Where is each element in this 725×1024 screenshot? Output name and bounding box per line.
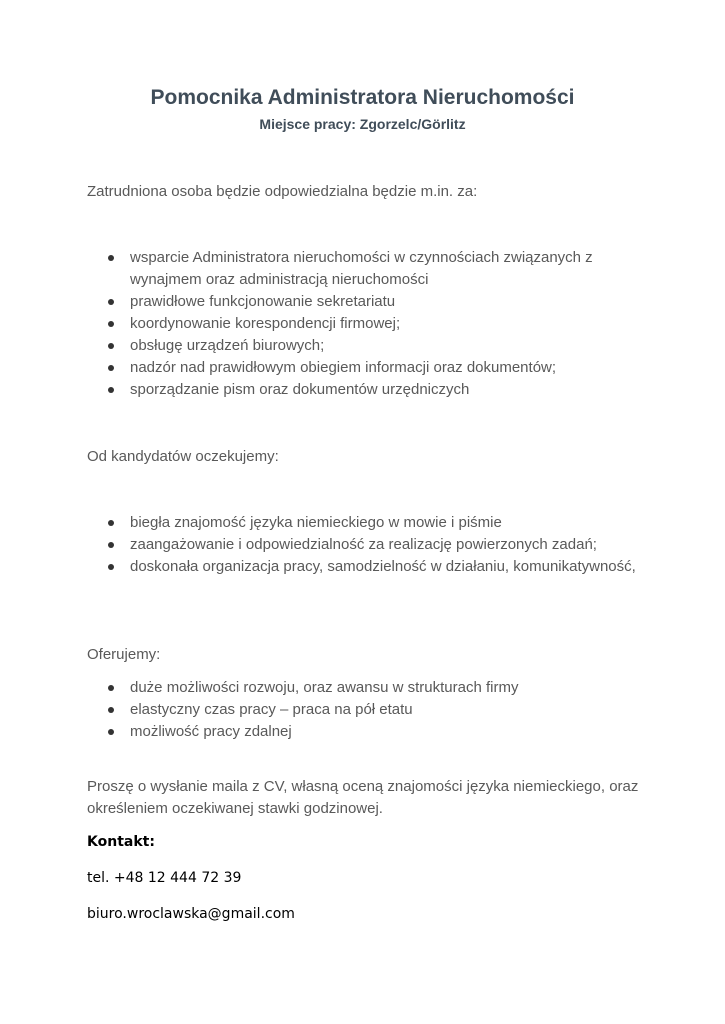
list-item: koordynowanie korespondencji firmowej; bbox=[87, 313, 647, 335]
application-instructions: Proszę o wysłanie maila z CV, własną oceną znajomości języka niemieckiego, oraz określeniem oczekiwanej stawki godzinowej. bbox=[87, 778, 639, 817]
bullet-icon bbox=[108, 365, 114, 371]
contact-phone[interactable]: tel. +48 12 444 72 39 bbox=[87, 870, 242, 886]
list-item: nadzór nad prawidłowym obiegiem informacji oraz dokumentów; bbox=[87, 357, 647, 379]
offer-intro: Oferujemy: bbox=[87, 646, 161, 663]
bullet-icon bbox=[108, 387, 114, 393]
bullet-icon bbox=[108, 542, 114, 548]
list-item: możliwość pracy zdalnej bbox=[87, 721, 647, 743]
bullet-icon bbox=[108, 685, 114, 691]
requirements-list bbox=[87, 512, 647, 578]
list-item: doskonała organizacja pracy, samodzielność w działaniu, komunikatywność, bbox=[87, 556, 647, 578]
list-item: wsparcie Administratora nieruchomości w czynnościach związanych z wynajmem oraz administracją nieruchomości bbox=[87, 247, 647, 291]
list-item: duże możliwości rozwoju, oraz awansu w strukturach firmy bbox=[87, 677, 647, 699]
bullet-icon bbox=[108, 729, 114, 735]
bullet-icon bbox=[108, 321, 114, 327]
bullet-icon bbox=[108, 299, 114, 305]
bullet-icon bbox=[108, 343, 114, 349]
list-item: obsługę urządzeń biurowych; bbox=[87, 335, 647, 357]
job-location: Miejsce pracy: Zgorzelc/Görlitz bbox=[259, 116, 466, 132]
bullet-icon bbox=[108, 255, 114, 261]
requirements-intro: Od kandydatów oczekujemy: bbox=[87, 448, 279, 465]
responsibilities-list bbox=[87, 247, 647, 401]
responsibilities-intro: Zatrudniona osoba będzie odpowiedzialna będzie m.in. za: bbox=[87, 183, 478, 200]
bullet-icon bbox=[108, 564, 114, 570]
list-item: elastyczny czas pracy – praca na pół etatu bbox=[87, 699, 647, 721]
bullet-icon bbox=[108, 707, 114, 713]
contact-email[interactable]: biuro.wroclawska@gmail.com bbox=[87, 906, 295, 922]
list-item: prawidłowe funkcjonowanie sekretariatu bbox=[87, 291, 647, 313]
list-item: biegła znajomość języka niemieckiego w mowie i piśmie bbox=[87, 512, 647, 534]
offer-list bbox=[87, 677, 647, 743]
bullet-icon bbox=[108, 520, 114, 526]
list-item: sporządzanie pism oraz dokumentów urzędniczych bbox=[87, 379, 647, 401]
contact-heading: Kontakt: bbox=[87, 834, 155, 850]
page-title: Pomocnika Administratora Nieruchomości bbox=[150, 86, 575, 109]
list-item: zaangażowanie i odpowiedzialność za realizację powierzonych zadań; bbox=[87, 534, 647, 556]
